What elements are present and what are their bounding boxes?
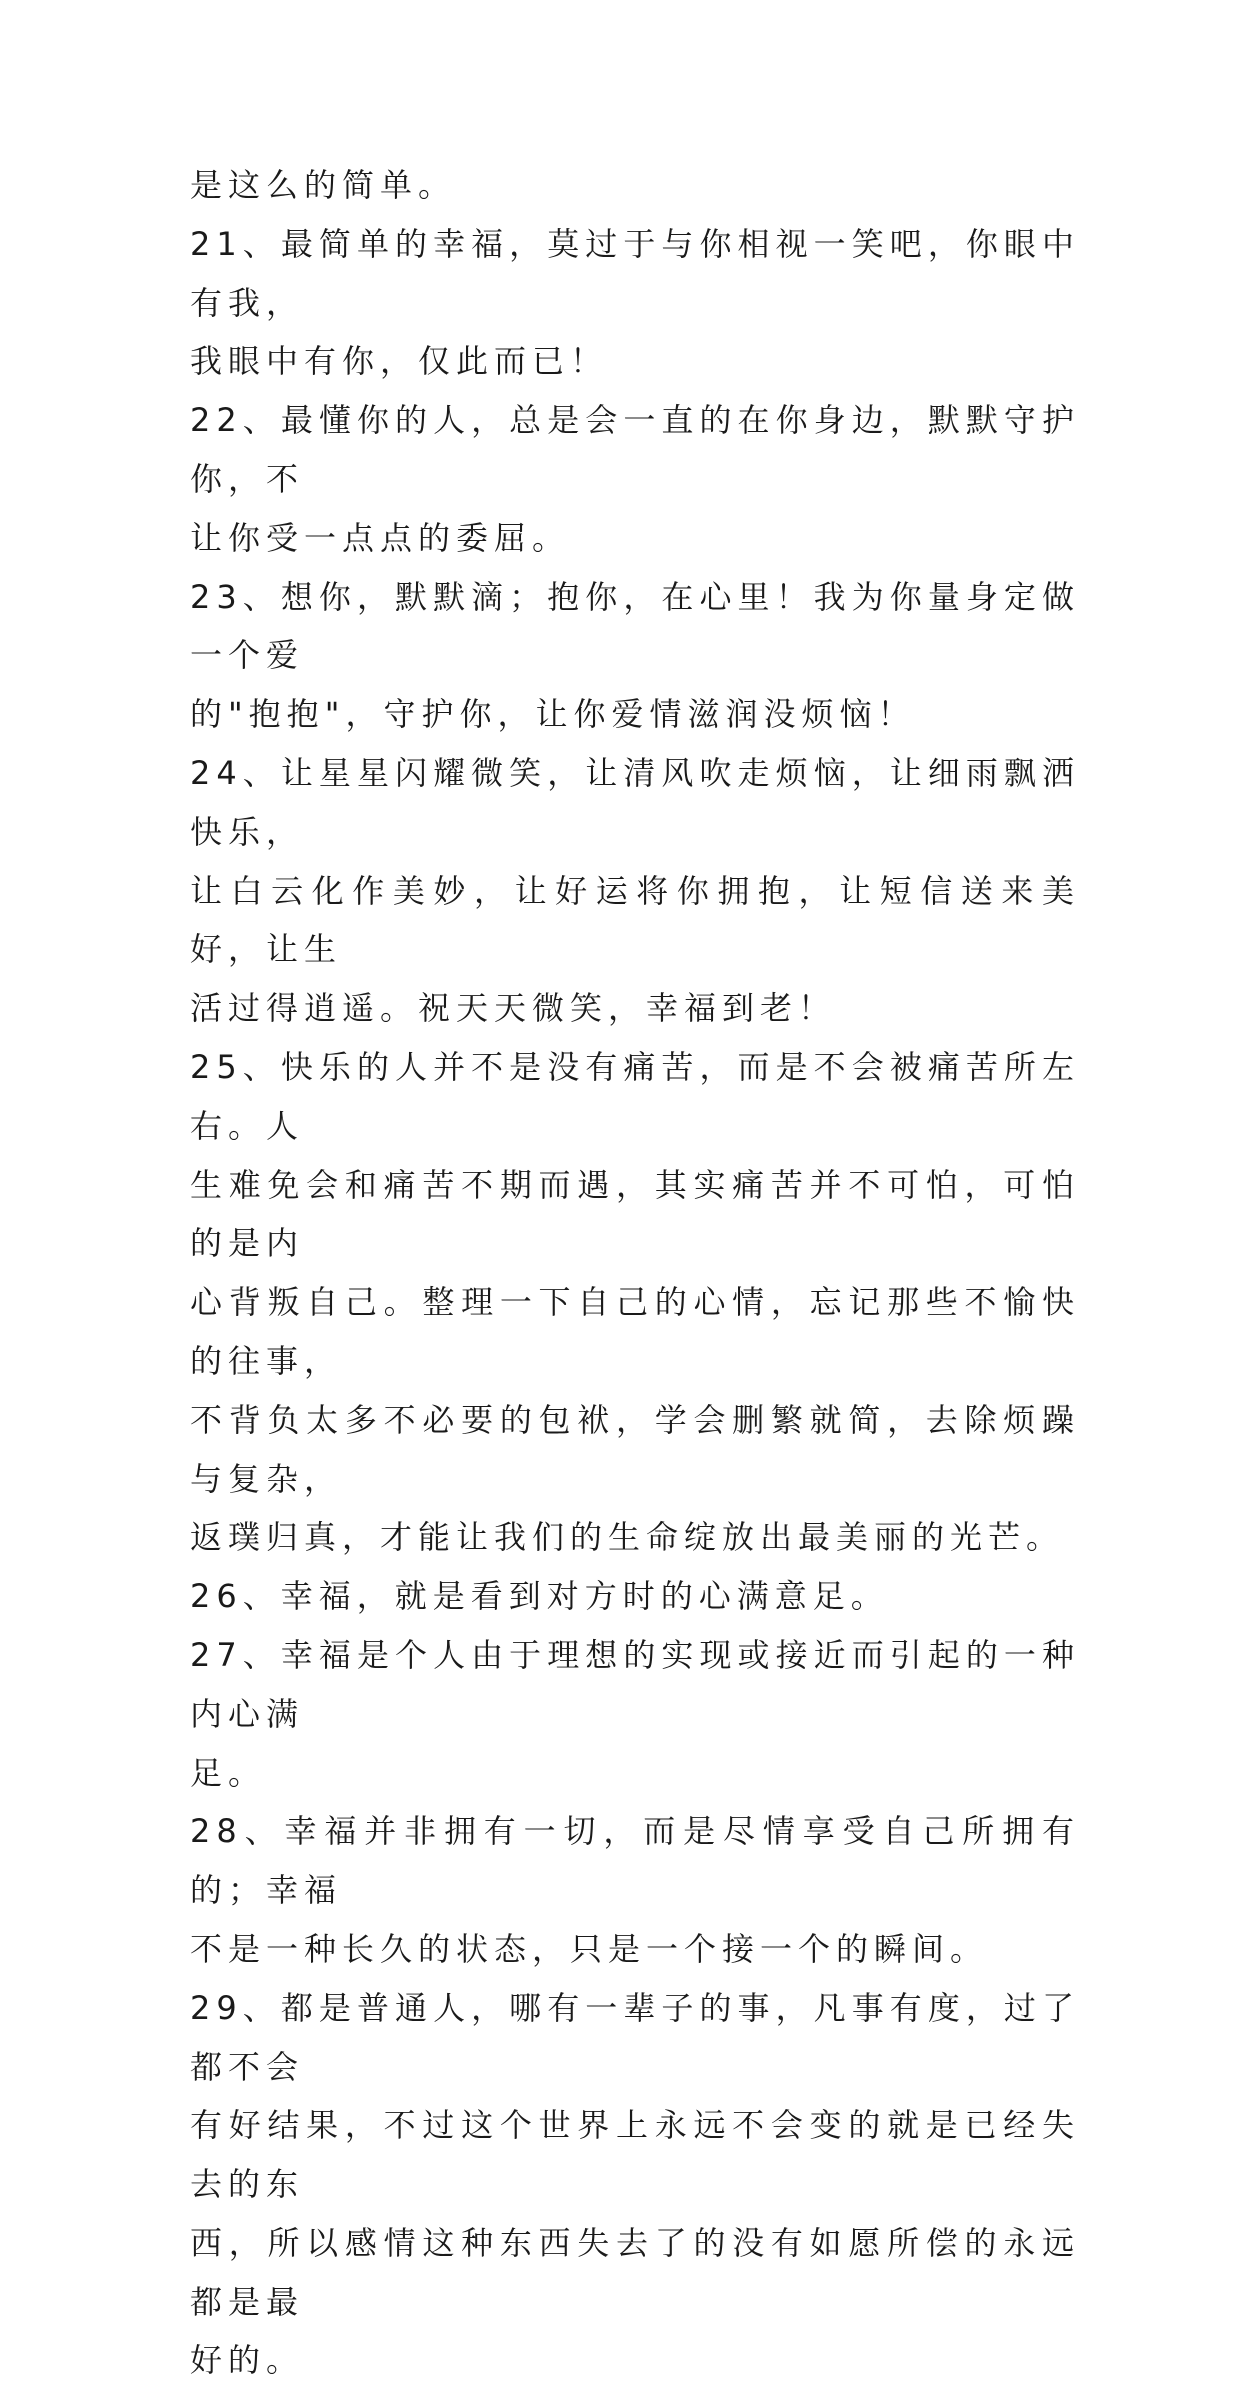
- text-line: 活过得逍遥。祝天天微笑，幸福到老！: [190, 989, 837, 1028]
- text-line: 29、都是普通人，哪有一辈子的事，凡事有度，过了都不会: [190, 1988, 1080, 2086]
- text-line: 是这么的简单。: [190, 166, 457, 204]
- text-line: 西，所以感情这种东西失去了的没有如愿所偿的永远都是最: [190, 2223, 1080, 2321]
- text-line: 有好结果，不过这个世界上永远不会变的就是已经失去的东: [190, 2106, 1080, 2204]
- text-line: 27、幸福是个人由于理想的实现或接近而引起的一种内心满: [190, 1635, 1080, 1733]
- text-line: 21、最简单的幸福，莫过于与你相视一笑吧，你眼中有我，: [190, 224, 1080, 322]
- text-line: 24、让星星闪耀微笑，让清风吹走烦恼，让细雨飘洒快乐，: [190, 753, 1080, 851]
- text-line: 生难免会和痛苦不期而遇，其实痛苦并不可怕，可怕的是内: [190, 1165, 1080, 1263]
- text-line: 23、想你，默默滴；抱你，在心里！我为你量身定做一个爱: [190, 577, 1080, 675]
- text-line: 让白云化作美妙，让好运将你拥抱，让短信送来美好，让生: [190, 871, 1080, 969]
- text-line: 25、快乐的人并不是没有痛苦，而是不会被痛苦所左右。人: [190, 1047, 1080, 1145]
- text-line: 让你受一点点的委屈。: [190, 518, 571, 557]
- text-line: 28、幸福并非拥有一切，而是尽情享受自己所拥有的；幸福: [190, 1812, 1080, 1910]
- document-body: [190, 156, 1080, 2390]
- text-line: 的"抱抱"，守护你，让你爱情滋润没烦恼！: [190, 695, 916, 734]
- text-line: 心背叛自己。整理一下自己的心情，忘记那些不愉快的往事，: [190, 1283, 1080, 1380]
- text-line: 22、最懂你的人，总是会一直的在你身边，默默守护你，不: [190, 401, 1080, 498]
- text-line: 不是一种长久的状态，只是一个接一个的瞬间。: [190, 1929, 989, 1968]
- text-line: 不背负太多不必要的包袱，学会删繁就简，去除烦躁与复杂，: [190, 1400, 1080, 1498]
- text-line: 26、幸福，就是看到对方时的心满意足。: [190, 1577, 889, 1616]
- text-line: 我眼中有你，仅此而已！: [190, 342, 609, 381]
- text-line: 好的。: [190, 2341, 305, 2380]
- text-line: 足。: [190, 1753, 267, 1792]
- text-line: 返璞归真，才能让我们的生命绽放出最美丽的光芒。: [190, 1518, 1065, 1557]
